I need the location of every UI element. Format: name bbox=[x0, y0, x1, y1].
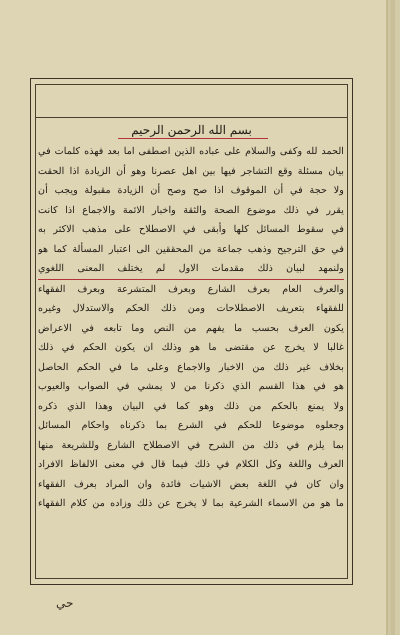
text-line: والعرف العام بعرف الشارع وبعرف المتشرعة وبعرف الفقهاء bbox=[38, 283, 344, 295]
text-line: يكون العرف بحسب ما يفهم من النص وما تابعه في الاعراض bbox=[38, 322, 344, 334]
text-line: غالبا لا يخرج عن مقتضى ما هو وذلك ان يكون الحكم في ذلك bbox=[38, 342, 344, 353]
text-line: العرف واللغة وكل الكلام في ذلك فيما قال في معنى الالفاظ الافراد bbox=[38, 459, 344, 470]
basmala-heading: بسم الله الرحمن الرحيم bbox=[131, 123, 252, 137]
basmala-red-rule bbox=[118, 138, 268, 139]
text-line: بخلاف غير ذلك من الاخبار والاجماع وعلى ما في الحكم الحاصل bbox=[38, 361, 344, 373]
text-line: وجعلوه موضوعا للحكم في الشرع بما ذكرناه واحكام المسائل bbox=[38, 420, 344, 431]
text-line: يقرر في ذلك موضوع الصحة والثقة واخبار الائمة والاجماع اذا كانت bbox=[38, 204, 344, 216]
text-line: ولا حجة في أن الموقوف اذا صح وصح أن الزيادة مقبولة ويجب أن bbox=[38, 185, 344, 196]
text-line: في سقوط المسائل كلها وأبقى في الاصطلاح على مذهب الاكثر به bbox=[38, 224, 344, 235]
text-line-rubric: ولنمهد لبيان ذلك مقدمات الاول لم يختلف المعنى اللغوي bbox=[38, 259, 344, 280]
header-band bbox=[35, 84, 348, 118]
text-line: في حق الترجيح وذهب جماعة من المحققين الى اعتبار المسألة كما هو bbox=[38, 243, 344, 255]
text-line: للفقهاء بتعريف الاصطلاحات ومن ذلك الحكم والاستدلال وغيره bbox=[38, 303, 344, 314]
manuscript-text-block bbox=[38, 142, 344, 572]
text-line: وان كان في اللغة بعض الاشيات فائدة وان المراد بعرف الفقهاء bbox=[38, 478, 344, 490]
text-line: ولا يمنع بالحكم من ذلك وهو كما في البيان وهذا الذي ذكره bbox=[38, 400, 344, 412]
text-line: بما يلزم في ذلك من الشرح في الاصطلاح الشارع وللشريعة منها bbox=[38, 439, 344, 451]
catchword: حي bbox=[56, 596, 74, 610]
text-line: بيان مسئلة وقع التشاجر فيها بين اهل عصرنا وهو أن الزيادة اذا الحقت bbox=[38, 165, 344, 177]
text-line: هو في هذا القسم الذي ذكرنا من لا يمشي في الصواب والعيوب bbox=[38, 381, 344, 392]
text-line: الحمد لله وكفى والسلام على عباده الذين اصطفى اما بعد فهذه كلمات في bbox=[38, 146, 344, 157]
text-line: ما هو من الاسماء الشرعية بما لا يخرج عن ذلك وزاده من كلام الفقهاء bbox=[38, 498, 344, 509]
